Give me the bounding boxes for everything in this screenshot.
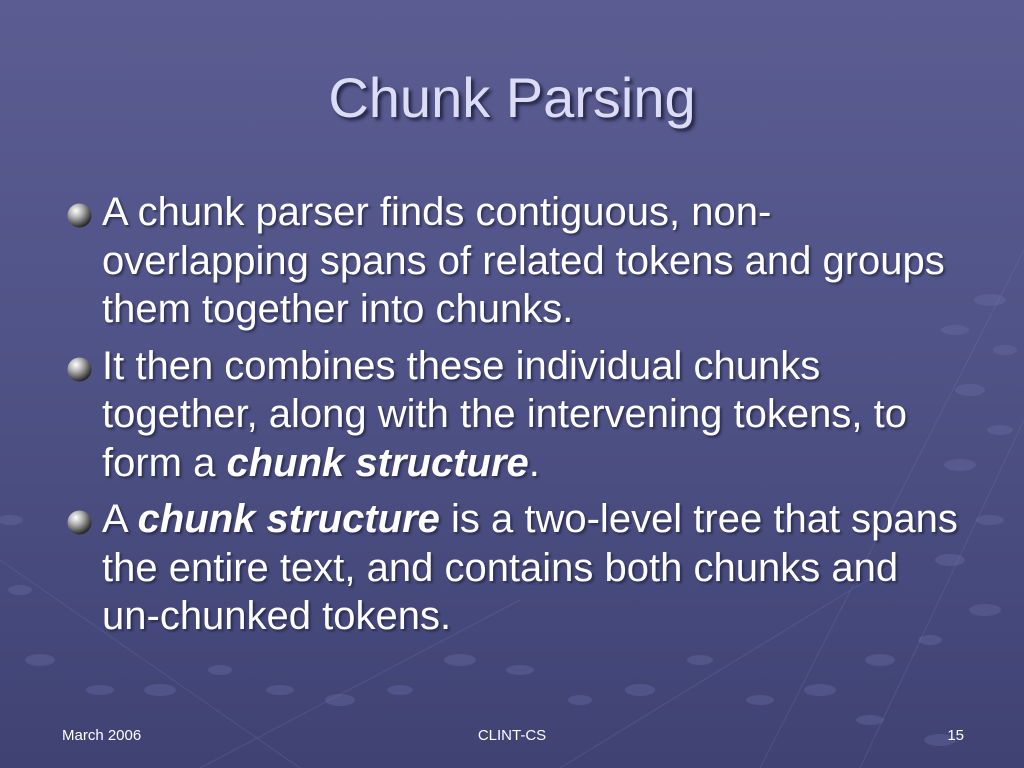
bullet-emphasis: chunk structure <box>137 497 440 541</box>
sphere-bullet-icon <box>66 202 93 229</box>
footer-title: CLINT-CS <box>477 727 547 744</box>
bullet-text-end: is a two-level tree that spans the entire text, and contains both chunks and un-chunked tokens. <box>102 497 958 638</box>
slide-title: Chunk Parsing <box>328 66 696 129</box>
bullet-item <box>66 342 966 488</box>
bullet-item <box>66 495 966 641</box>
sphere-bullet-icon <box>66 509 93 536</box>
bullet-text: It then combines these individual chunks together, along with the intervening tokens, to form a <box>102 343 907 485</box>
bullet-text: A <box>102 497 138 541</box>
bullet-text: A chunk parser finds contiguous, non-overlapping spans of related tokens and groups them together into chunks. <box>102 190 945 331</box>
bullet-emphasis: chunk structure <box>226 440 529 485</box>
bullet-list <box>66 188 966 649</box>
footer-date: March 2006 <box>62 727 142 744</box>
bullet-item <box>66 188 966 334</box>
bullet-text-end: . <box>528 440 540 485</box>
footer-page-number: 15 <box>947 727 964 744</box>
sphere-bullet-icon <box>66 356 93 383</box>
